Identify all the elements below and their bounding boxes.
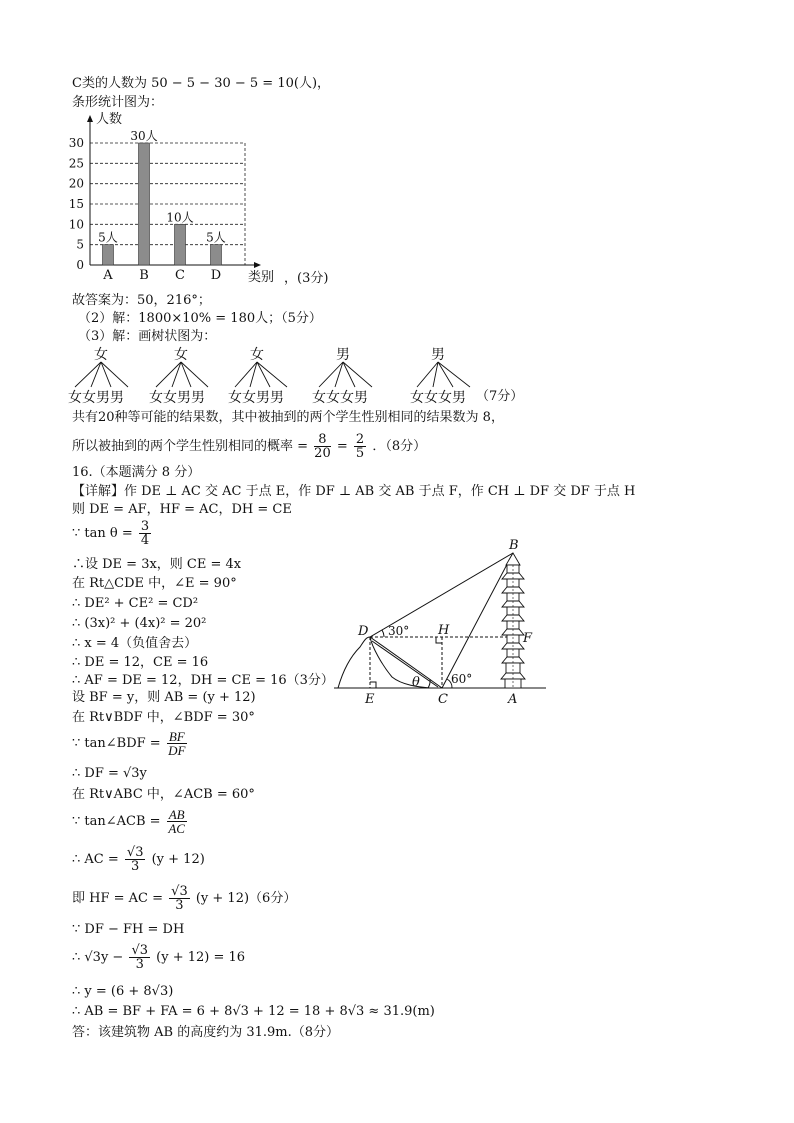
data-label-D: 5人 <box>206 230 226 245</box>
eq-pre: ∴ √3y − <box>72 950 124 965</box>
q16-line-14: ∴ DF = √3y <box>72 766 147 781</box>
data-label-B: 30人 <box>130 129 158 143</box>
x-axis-arrow <box>254 262 261 268</box>
q16-line-15: 在 Rt∨ABC 中，∠ACB = 60° <box>72 787 255 802</box>
right-angle-e <box>370 682 376 688</box>
label-f: F <box>523 631 533 646</box>
q16-line-6: ∴ DE² + CE² = CD² <box>72 596 199 611</box>
label-angle-60: 60° <box>451 672 473 686</box>
tan2-fraction <box>167 730 187 757</box>
tan3-den: AC <box>168 821 185 836</box>
label-a: A <box>508 692 518 707</box>
q16-line-21: ∴ y = (6 + 8√3) <box>72 984 174 999</box>
tan-den: 4 <box>140 533 150 548</box>
geometry-figure <box>330 535 550 707</box>
q16-tan-line <box>72 520 153 548</box>
answer-3: （3）解：画树状图为： <box>78 329 217 344</box>
prob-f1-den: 20 <box>314 446 331 461</box>
bar-A <box>103 245 114 265</box>
tree-leaves-4: 女女女男 <box>312 390 368 406</box>
category-label-A: A <box>103 268 113 283</box>
prob-line-2 <box>72 433 426 461</box>
hf-fraction <box>169 885 190 912</box>
tree-score: （7分） <box>476 389 524 404</box>
prob-post: ．（8分） <box>372 439 427 454</box>
answer-2: （2）解：1800×10% = 180人；（5分） <box>78 311 322 326</box>
q16-tan2-line <box>72 728 189 760</box>
y-tick-label: 10 <box>68 217 84 232</box>
q16-line-9: ∴ DE = 12，CE = 16 <box>72 655 209 670</box>
tree-leaves-1: 女女男男 <box>68 390 124 406</box>
hf-num: √3 <box>171 884 188 899</box>
hf-post: (y + 12)（6分） <box>195 891 297 906</box>
label-theta: θ <box>412 675 420 690</box>
category-label-C: C <box>175 268 185 283</box>
chart-score-note: ，(3分) <box>284 271 329 286</box>
y-axis-arrow <box>87 115 93 122</box>
tan-num: 3 <box>140 519 150 534</box>
prob-fraction-2 <box>354 433 366 460</box>
bar-B <box>139 143 150 265</box>
tan2-pre: ∵ tan∠BDF = <box>72 736 161 751</box>
q16-line-1: 【详解】作 DE ⊥ AC 交 AC 于点 E，作 DF ⊥ AB 交 AB 于点 F，作 CH ⊥ DF 交 DF 于点 H <box>72 484 636 499</box>
q16-line-5: 在 Rt△CDE 中，∠E = 90° <box>72 576 237 591</box>
angle-30-arc <box>382 630 384 637</box>
category-label-D: D <box>210 268 222 283</box>
prob-f2-num: 2 <box>355 432 365 447</box>
chart-intro: 条形统计图为： <box>72 95 164 110</box>
q16-hf-line <box>72 883 296 915</box>
tree-root-4: 男 <box>336 347 350 363</box>
label-d: D <box>358 624 369 639</box>
y-axis-label: 人数 <box>96 112 123 127</box>
tan-pre: ∵ tan θ = <box>72 526 133 541</box>
category-label-B: B <box>139 268 149 283</box>
c-count-line: C类的人数为 50 − 5 − 30 − 5 = 10(人)， <box>72 76 331 91</box>
tan2-den: DF <box>168 743 186 758</box>
y-tick-label: 5 <box>76 237 84 252</box>
tan-fraction <box>139 520 151 547</box>
dc-slope-shade <box>372 641 438 687</box>
tree-root-3: 女 <box>250 347 264 363</box>
label-b: B <box>509 538 519 553</box>
bar-C <box>175 224 186 265</box>
y-tick-label: 20 <box>68 176 84 191</box>
tree-leaves-3: 女女男男 <box>228 390 284 406</box>
hf-den: 3 <box>175 898 184 913</box>
ac-den: 3 <box>131 859 140 874</box>
eq-post: (y + 12) = 16 <box>156 950 246 965</box>
eq-den: 3 <box>135 957 144 972</box>
tan2-num: BF <box>168 729 185 744</box>
eq-num: √3 <box>131 943 149 958</box>
prob-text: 所以被抽到的两个学生性别相同的概率 = <box>72 439 309 454</box>
prob-fraction-1 <box>314 433 331 460</box>
q16-line-7: ∴ (3x)² + (4x)² = 20² <box>72 616 207 631</box>
ac-num: √3 <box>126 845 144 860</box>
tree-root-2: 女 <box>174 347 188 363</box>
tree-root-5: 男 <box>431 347 445 363</box>
q16-eq-line <box>72 942 245 974</box>
y-tick-label: 25 <box>68 156 84 171</box>
data-label-C: 10人 <box>166 210 194 225</box>
q16-line-11: 设 BF = y，则 AB = (y + 12) <box>72 690 256 705</box>
q16-line-2: 则 DE = AF，HF = AC，DH = CE <box>72 502 292 517</box>
label-e: E <box>365 692 375 707</box>
label-c: C <box>438 692 448 707</box>
prob-eq: = <box>336 439 348 454</box>
ac-post: (y + 12) <box>151 852 205 867</box>
tree-leaves-2: 女女男男 <box>149 390 205 406</box>
q16-line-8: ∴ x = 4（负值舍去） <box>72 636 198 651</box>
ac-pre: ∴ AC = <box>72 852 119 867</box>
ac-fraction <box>125 846 146 873</box>
q16-line-12: 在 Rt∨BDF 中，∠BDF = 30° <box>72 710 255 725</box>
tan3-fraction <box>167 808 187 835</box>
x-axis-label: 类别 <box>248 270 275 285</box>
label-angle-30: 30° <box>388 624 410 638</box>
data-label-A: 5人 <box>98 230 118 245</box>
hf-pre: 即 HF = AC = <box>72 891 164 906</box>
q16-line-22: ∴ AB = BF + FA = 6 + 8√3 + 12 = 18 + 8√3 ≈ 31.9(m) <box>72 1004 435 1019</box>
label-h: H <box>438 623 450 638</box>
y-tick-label: 0 <box>76 258 84 272</box>
bar-D <box>211 245 222 265</box>
tree-root-1: 女 <box>94 347 108 363</box>
dc-line <box>370 637 442 688</box>
eq-fraction <box>129 944 150 971</box>
q16-line-19: ∵ DF − FH = DH <box>72 922 185 937</box>
tree-leaves-5: 女女女男 <box>410 390 466 406</box>
prob-line-1: 共有20种等可能的结果数，其中被抽到的两个学生性别相同的结果数为 8， <box>72 410 504 425</box>
prob-f1-num: 8 <box>314 433 331 447</box>
q16-title: 16.（本题满分 8 分） <box>72 465 201 480</box>
tan3-num: AB <box>168 807 185 822</box>
bar-chart <box>60 110 340 286</box>
q16-line-23: 答：该建筑物 AB 的高度约为 31.9m.（8分） <box>72 1025 340 1040</box>
prob-f2-den: 5 <box>355 446 365 461</box>
y-tick-label: 15 <box>68 197 84 211</box>
q16-line-10: ∴ AF = DE = 12，DH = CE = 16（3分） <box>72 673 334 688</box>
q16-tan3-line <box>72 806 189 838</box>
tan3-pre: ∵ tan∠ACB = <box>72 814 161 829</box>
q16-line-4: ∴设 DE = 3x，则 CE = 4x <box>72 557 242 572</box>
answer-1: 故答案为：50，216°； <box>72 293 211 308</box>
q16-ac-line <box>72 844 205 876</box>
y-tick-label: 30 <box>68 136 84 150</box>
